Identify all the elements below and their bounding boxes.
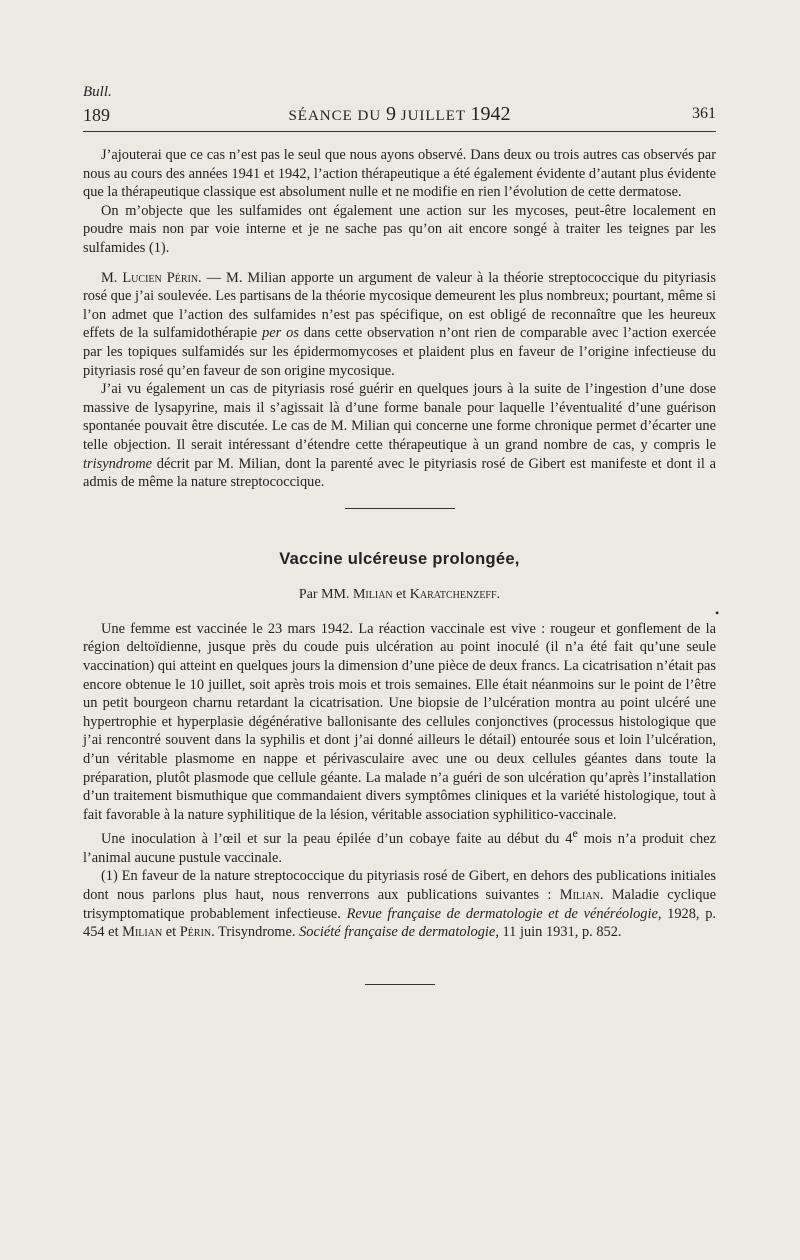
perin-paragraph-2: J’ai vu également un cas de pityriasis rosé guérir en quelques jours à la suite de l’ingestion d’une dose massive de lysapyrine, mais il s’agissait là d’une forme banale pour laquelle l’éventualité d’une guérison spontanée pouvait être discutée. Le cas de M. Milian qui concerne une forme chronique permet d’écarter une telle objection. Il serait intéressant d’étendre cette thérapeutique à un grand nombre de cas, y compris le trisyndrome décrit par M. Milian, dont la parenté avec le pityriasis rosé de Gibert est manifeste et dont il a admis de même la nature streptococcique. bbox=[83, 381, 716, 491]
folio-left: 189 bbox=[83, 105, 110, 125]
perin-paragraph: M. Lucien Périn. — M. Milian apporte un argument de valeur à la théorie streptococcique du pityriasis rosé que j’ai soulevée. Les partisans de la théorie mycosique demeurent les plus nombreux; pourtant, même si l’on admet que l’action des sulfamides n’est pas spécifique, on est obligé de reconnaître que les heureux effets de la sulfamidothérapie per os dans cette observation n’ont rien de comparable avec l’action exercée par les topiques sulfamidés sur les épidermomycoses et plaident plus en faveur de l’origine infectieuse du pityriasis rosé qu’en faveur de son origine mycosique. bbox=[83, 269, 717, 379]
paragraph: On m’objecte que les sulfamides ont également une action sur les mycoses, peut-être localement en poudre mais non par voie interne et je ne sache pas qu’on ait encore songé à traiter les teignes par les sulfamides (1). bbox=[83, 202, 716, 256]
page-number: 361 bbox=[692, 105, 716, 122]
header-rule bbox=[83, 131, 716, 132]
article-byline: Par MM. Milian et Karatchenzeff. bbox=[298, 587, 501, 603]
article-paragraph: Une femme est vaccinée le 23 mars 1942. La réaction vaccinale est vive : rougeur et gonflement de la région deltoïdienne, jusque près du coude puis ulcération au point inoculé (il n’a été fait qu’une seule vaccination) qui atteint en quelques jours la dimension d’une pièce de deux francs. La cicatrisation n’était pas encore obtenue le 10 juillet, soit après trois mois et trois semaines. Elle était néanmoins sur le point de l’être un petit bourgeon charnu retardant la cicatrisation. Une biopsie de l’ulcération montra au point ulcéré une hypertrophie et hyperplasie dégénérative ballonisante des cellules conjonctives (processus histologique que j’ai rencontré souvent dans la syphilis et dont j’ai donné ailleurs le détail) entourée sous et loin l’ulcération, d’un véritable plasmome en nappe et périvasculaire avec une ou deux cellules géantes dans toute la préparation, plutôt plasmode que cellule géante. La malade n’a guéri de son ulcération qu’après l’installation d’un traitement bismuthique que commandaient divers symptômes cliniques et la variété histologique, tout à fait favorable à la nature syphilitique de la lésion, véritable association syphilitico-vaccinale. bbox=[83, 620, 716, 823]
footnote: (1) En faveur de la nature streptococcique du pityriasis rosé de Gibert, en dehors des publications initiales dont nous parlons plus haut, nous renverrons aux publications suivantes : Milian. Maladie cyclique trisymptomatique probablement infectieuse. Revue française de dermatologie et de vénéréologie, 1928, p. 454 et Milian et Périn. Trisyndrome. Société française de dermatologie, 11 juin 1931, p. 852. bbox=[83, 868, 717, 941]
section-separator bbox=[345, 508, 455, 509]
body-text bbox=[83, 146, 716, 985]
running-header bbox=[83, 101, 716, 127]
running-title: SÉANCE DU 9 JUILLET 1942 bbox=[288, 103, 511, 125]
paragraph: J’ajouterai que ce cas n’est pas le seul que nous ayons observé. Dans deux ou trois autres cas observés par nous au cours des années 1941 et 1942, l’action thérapeutique a été également évidente d’autant plus évidente que la thérapeutique classique est absolument nulle et ne modifie en rien l’évolution de cette dermatose. bbox=[83, 147, 716, 201]
article-title: Vaccine ulcéreuse prolongée, bbox=[279, 549, 520, 568]
end-rule bbox=[365, 984, 435, 985]
speaker-name: M. Lucien Périn. bbox=[101, 269, 202, 286]
journal-abbrev: Bull. bbox=[83, 84, 112, 100]
margin-mark: • bbox=[715, 606, 720, 620]
article-paragraph-2: Une inoculation à l’œil et sur la peau épilée d’un cobaye faite au début du 4e mois n’a produit chez l’animal aucune pustule vaccinale. bbox=[83, 826, 716, 866]
